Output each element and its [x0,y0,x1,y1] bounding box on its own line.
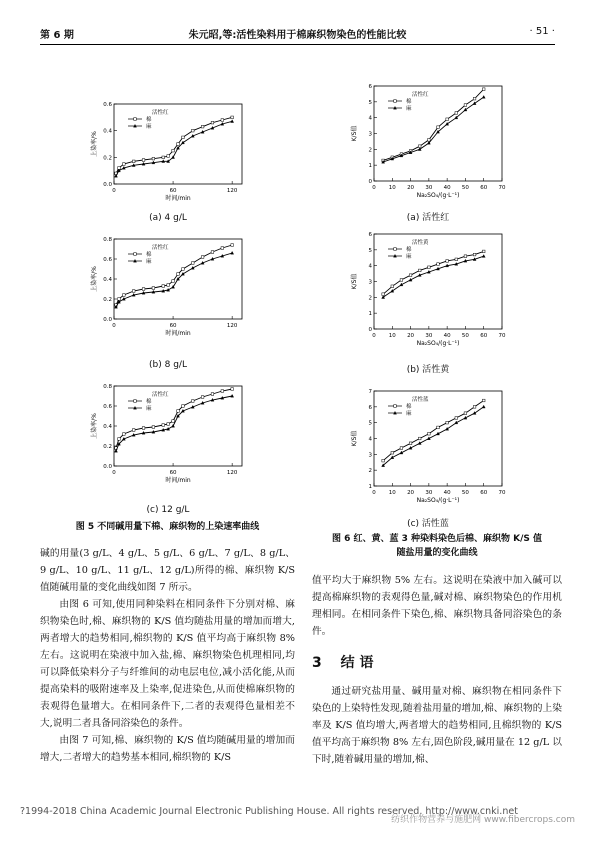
data-point [118,298,121,301]
x-tick-label: 0 [112,323,116,329]
legend-label: 麻 [406,411,412,417]
data-point [418,269,421,272]
fig6-caption-line2: 随盐用量的变化曲线 [396,548,478,558]
x-tick-label: 120 [226,323,238,329]
data-point [172,149,175,152]
series-line-linen [116,396,232,451]
data-point [191,129,194,132]
data-point [167,284,170,287]
x-tick-label: 50 [461,333,469,339]
fig6c-subcaption: (c) 活性蓝 [407,519,449,529]
data-point [118,438,121,441]
data-point [231,251,234,254]
x-tick-label: 60 [480,490,488,496]
x-tick-label: 10 [388,185,396,191]
data-point [211,393,214,396]
legend-label: 棉 [406,247,412,253]
y-tick-label: 0.6 [103,257,112,263]
y-tick-label: 5 [368,247,372,254]
data-point [464,412,467,415]
legend-label: 棉 [146,117,152,123]
y-tick-label: 2 [368,295,372,302]
data-point [221,390,224,393]
data-point [455,417,458,420]
x-tick-label: 0 [112,470,116,476]
y-tick-label: 0.2 [103,155,112,162]
data-point [455,112,458,115]
data-point [428,432,431,435]
data-point [446,421,449,424]
data-point [177,143,180,146]
y-tick-label: 0.8 [103,384,112,390]
copyright-line: ?1994-2018 China Academic Journal Electronic Publishing House. All rights reserved. http://www.cnki.net [20,806,518,817]
data-point [482,88,485,91]
y-tick-label: 0 [368,327,372,333]
data-point [114,449,117,452]
data-point [473,253,476,256]
data-point [191,400,194,403]
y-tick-label: 7 [368,389,372,395]
data-point [177,273,180,276]
data-point [182,136,185,139]
fig6b-chart [348,228,508,353]
y-axis-label: K/S值 [351,430,358,447]
legend-marker [134,253,137,256]
data-point [231,388,234,391]
y-tick-label: 6 [368,84,372,90]
data-point [437,263,440,266]
y-tick-label: 3 [368,452,372,459]
x-tick-label: 120 [226,470,238,476]
right-column-text-2 [312,683,562,768]
y-tick-label: 0 [368,179,372,185]
data-point [455,258,458,261]
right-paragraph-1: 值平均大于麻织物 5% 左右。这说明在染液中加入碱可以提高棉麻织物的表观得色量,碱对棉、麻织物染色的作用机理相同。在相同条件下染色,棉、麻织物具备同浴染色的条件。 [312,575,562,637]
y-tick-label: 5 [368,420,372,427]
left-column-text [40,545,295,766]
data-point [464,104,467,107]
watermark: 纺织作物营养与施肥网 www.fibercrops.com [391,815,575,825]
data-point [221,247,224,250]
x-tick-label: 60 [480,333,488,339]
data-point [464,255,467,258]
data-point [162,424,165,427]
left-paragraph-1: 碱的用量(3 g/L、4 g/L、5 g/L、6 g/L、7 g/L、8 g/L、9 g/L、10 g/L、11 g/L、12 g/L)所得的棉、麻织物 K/S 值随碱用量的变化曲线如图 7 所示。 [40,548,295,593]
legend-label: 麻 [146,124,152,130]
data-point [391,451,394,454]
data-point [162,285,165,288]
data-point [428,139,431,142]
header-rule [40,44,555,45]
legend-label: 棉 [146,252,152,258]
legend-label: 麻 [406,254,412,260]
series-line-linen [383,97,484,162]
x-tick-label: 50 [461,490,469,496]
plot-frame [374,391,502,486]
series-line-cotton [383,251,484,294]
data-point [167,155,170,158]
fig6b-svg [348,228,508,353]
legend-title: 活性蓝 [412,397,429,403]
x-tick-label: 60 [169,188,177,194]
series-line-linen [383,407,484,466]
x-axis-label: Na₂SO₄/(g·L⁻¹) [416,340,460,347]
series-line-linen [383,256,484,297]
x-tick-label: 0 [372,490,376,496]
data-point [482,399,485,402]
y-tick-label: 0.0 [103,464,112,470]
x-tick-label: 70 [498,333,506,339]
y-tick-label: 4 [368,263,372,270]
data-point [409,274,412,277]
data-point [182,405,185,408]
data-point [473,97,476,100]
y-tick-label: 0.2 [103,297,112,303]
legend-marker [134,400,137,403]
legend-label: 棉 [146,399,152,405]
data-point [418,437,421,440]
fig6c-chart [348,385,508,510]
x-tick-label: 60 [169,323,177,329]
left-paragraph-2: 由图 6 可知,使用同种染料在相同条件下分别对棉、麻织物染色时,棉、麻织物的 K/S 值均随盐用量的增加而增大,两者增大的趋势相同,棉织物的 K/S 值平均高于麻织物 8% 左右。这说明在染液中加入盐,棉、麻织物染色机理相同,均可以降低染料分子与纤维间的动电层电位,减小活化能,从而提高染料的吸附速率及上染率,促进染色,从而使棉麻织物的表观得色量增大。在相同条件下,二者的表观得色量相差不大,说明二者具备同浴染色的条件。 [40,599,295,729]
data-point [123,433,126,436]
y-tick-label: 4 [368,115,372,122]
fig6c-svg [348,385,508,510]
left-paragraph-3: 由图 7 可知,棉、麻织物的 K/S 值均随碱用量的增加而增大,二者增大的趋势基本相同,棉织物的 K/S [40,735,295,763]
data-point [482,405,485,408]
x-tick-label: 60 [169,470,177,476]
y-tick-label: 0.4 [103,277,112,283]
legend-marker [394,248,397,251]
fig6-caption [312,532,562,560]
x-axis-label: Na₂SO₄/(g·L⁻¹) [416,497,460,504]
fig5a-subcaption: (a) 4 g/L [149,213,187,223]
data-point [446,118,449,121]
y-tick-label: 6 [368,232,372,238]
data-point [201,256,204,259]
legend-title: 活性红 [412,92,429,98]
y-tick-label: 5 [368,99,372,106]
fig5a-chart [88,98,248,208]
data-point [142,288,145,291]
y-tick-label: 0.8 [103,237,112,243]
data-point [400,447,403,450]
legend-marker [134,118,137,121]
x-tick-label: 20 [407,333,415,339]
fig5-caption: 图 5 不同碱用量下棉、麻织物的上染速率曲线 [75,522,260,532]
data-point [382,459,385,462]
legend-label: 麻 [146,259,152,265]
fig5c-subcaption: (c) 12 g/L [146,505,190,515]
y-tick-label: 2 [368,468,372,475]
legend-title: 活性红 [152,245,169,251]
data-point [482,250,485,253]
data-point [177,410,180,413]
legend-label: 麻 [146,406,152,412]
running-title: 朱元昭,等:活性染料用于棉麻织物染色的性能比较 [188,30,407,41]
y-tick-label: 4 [368,436,372,443]
y-tick-label: 2 [368,147,372,154]
right-column-text-1 [312,572,562,640]
data-point [172,280,175,283]
x-axis-label: 时间/min [165,195,191,202]
y-axis-label: 上染率/% [91,413,98,439]
x-axis-label: Na₂SO₄/(g·L⁻¹) [416,192,460,199]
data-point [191,262,194,265]
data-point [132,429,135,432]
fig6-caption-line1: 图 6 红、黄、蓝 3 种染料染色后棉、麻织物 K/S 值 [331,534,543,544]
y-tick-label: 3 [368,279,372,286]
y-tick-label: 0.6 [103,102,112,108]
fig6b-subcaption: (b) 活性黄 [406,365,450,375]
y-tick-label: 0.4 [103,128,112,135]
data-point [152,287,155,290]
y-tick-label: 3 [368,131,372,138]
data-point [132,160,135,163]
plot-frame [374,86,502,181]
data-point [391,285,394,288]
fig5b-subcaption: (b) 8 g/L [149,360,187,370]
data-point [167,423,170,426]
data-point [123,163,126,166]
data-point [201,125,204,128]
fig6a-chart [348,80,508,205]
y-tick-label: 1 [368,311,372,318]
fig5c-svg [88,380,248,490]
x-tick-label: 60 [480,185,488,191]
x-tick-label: 30 [425,490,433,496]
data-point [132,290,135,293]
y-axis-label: K/S值 [351,273,358,290]
data-point [437,426,440,429]
data-point [482,95,485,98]
fig5a-svg [88,98,248,208]
y-tick-label: 0.4 [103,424,112,430]
data-point [182,268,185,271]
fig5b-chart [88,233,248,343]
y-axis-label: 上染率/% [91,266,98,292]
x-tick-label: 50 [461,185,469,191]
fig5b-svg [88,233,248,343]
section-title: 结 语 [340,655,374,671]
x-tick-label: 70 [498,490,506,496]
x-tick-label: 30 [425,185,433,191]
x-tick-label: 10 [388,333,396,339]
data-point [201,396,204,399]
right-paragraph-2: 通过研究盐用量、碱用量对棉、麻织物在相同条件下染色的上染特性发现,随着盐用量的增加,棉、麻织物的上染率及 K/S 值均增大,两者增大的趋势相同,且棉织物的 K/S 值平均高于麻织物 8% 左右,固色阶段,碱用量在 12 g/L 以下时,随着碱用量的增加,棉、 [312,686,562,765]
series-line-cotton [116,389,232,448]
data-point [123,294,126,297]
data-point [473,406,476,409]
legend-title: 活性黄 [412,240,429,246]
x-tick-label: 0 [112,188,116,194]
data-point [446,260,449,263]
issue-number: 第 6 期 [40,30,74,41]
series-line-cotton [383,401,484,461]
legend-marker [394,100,397,103]
legend-marker [394,405,397,408]
fig5c-chart [88,380,248,490]
x-tick-label: 40 [443,333,451,339]
data-point [400,279,403,282]
y-axis-label: 上染率/% [91,131,98,157]
data-point [231,244,234,247]
x-axis-label: 时间/min [165,477,191,484]
data-point [409,442,412,445]
data-point [221,119,224,122]
y-tick-label: 0.2 [103,444,112,450]
fig6a-subcaption: (a) 活性红 [406,213,450,223]
data-point [172,420,175,423]
y-tick-label: 0.0 [103,182,112,188]
section-number: 3 [312,655,322,671]
x-tick-label: 0 [372,333,376,339]
legend-label: 麻 [406,106,412,112]
y-tick-label: 0.0 [103,317,112,323]
running-header [40,26,555,44]
legend-label: 棉 [406,99,412,105]
x-tick-label: 20 [407,490,415,496]
data-point [142,427,145,430]
x-tick-label: 70 [498,185,506,191]
data-point [162,156,165,159]
data-point [231,116,234,119]
y-tick-label: 6 [368,404,372,411]
section-heading [312,652,374,672]
y-axis-label: K/S值 [351,125,358,142]
x-tick-label: 120 [226,188,238,194]
data-point [142,159,145,162]
data-point [211,121,214,124]
x-tick-label: 20 [407,185,415,191]
series-line-cotton [383,89,484,160]
page-footer [20,806,575,825]
data-point [152,426,155,429]
legend-label: 棉 [406,404,412,410]
data-point [437,126,440,129]
x-tick-label: 0 [372,185,376,191]
data-point [482,255,485,258]
data-point [211,251,214,254]
plot-frame [374,234,502,329]
fig6a-svg [348,80,508,205]
page-number: · 51 · [529,26,555,37]
y-tick-label: 0.6 [103,404,112,410]
data-point [428,266,431,269]
x-tick-label: 40 [443,490,451,496]
x-tick-label: 10 [388,490,396,496]
y-tick-label: 1 [368,163,372,170]
data-point [418,145,421,148]
y-tick-label: 1 [368,484,372,490]
data-point [382,293,385,296]
legend-title: 活性红 [152,392,169,398]
data-point [152,157,155,160]
x-tick-label: 30 [425,333,433,339]
legend-title: 活性红 [152,110,169,116]
x-axis-label: 时间/min [165,330,191,337]
x-tick-label: 40 [443,185,451,191]
